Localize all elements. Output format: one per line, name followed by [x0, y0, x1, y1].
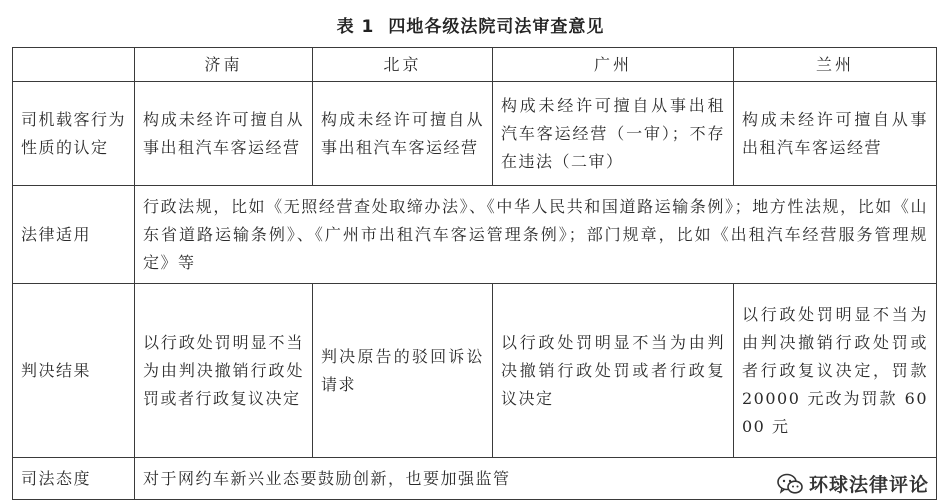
table-row-nature [13, 82, 937, 186]
cell-nature-jinan: 构成未经许可擅自从事出租汽车客运经营 [135, 82, 313, 186]
header-guangzhou: 广州 [493, 48, 734, 82]
cell-law-merged: 行政法规，比如《无照经营查处取缔办法》、《中华人民共和国道路运输条例》；地方性法规，比如《山东省道路运输条例》、《广州市出租汽车客运管理条例》；部门规章，比如《出租汽车经营服务管理规定》等 [135, 186, 937, 284]
cell-nature-lanzhou: 构成未经许可擅自从事出租汽车客运经营 [734, 82, 937, 186]
cell-judgment-beijing: 判决原告的驳回诉讼请求 [313, 284, 493, 458]
row-label-nature: 司机载客行为性质的认定 [13, 82, 135, 186]
row-label-judgment: 判决结果 [13, 284, 135, 458]
cell-attitude-merged: 对于网约车新兴业态要鼓励创新，也要加强监管 [135, 458, 937, 500]
row-label-attitude: 司法态度 [13, 458, 135, 500]
cell-nature-guangzhou: 构成未经许可擅自从事出租汽车客运经营（一审）；不存在违法（二审） [493, 82, 734, 186]
caption-title: 四地各级法院司法审查意见 [388, 17, 605, 37]
row-label-law: 法律适用 [13, 186, 135, 284]
table-caption [0, 12, 941, 37]
table-row-judgment [13, 284, 937, 458]
header-row [13, 48, 937, 82]
caption-number: 表 1 [336, 17, 375, 37]
header-empty [13, 48, 135, 82]
header-beijing: 北京 [313, 48, 493, 82]
wechat-icon [777, 473, 803, 495]
watermark-text: 环球法律评论 [808, 474, 929, 496]
court-review-table [12, 47, 937, 500]
cell-judgment-guangzhou: 以行政处罚明显不当为由判决撤销行政处罚或者行政复议决定 [493, 284, 734, 458]
cell-judgment-jinan: 以行政处罚明显不当为由判决撤销行政处罚或者行政复议决定 [135, 284, 313, 458]
header-lanzhou: 兰州 [734, 48, 937, 82]
cell-nature-beijing: 构成未经许可擅自从事出租汽车客运经营 [313, 82, 493, 186]
table-row-law [13, 186, 937, 284]
watermark [773, 468, 933, 499]
cell-judgment-lanzhou: 以行政处罚明显不当为由判决撤销行政处罚或者行政复议决定，罚款 20000 元改为罚款 6000 元 [734, 284, 937, 458]
header-jinan: 济南 [135, 48, 313, 82]
